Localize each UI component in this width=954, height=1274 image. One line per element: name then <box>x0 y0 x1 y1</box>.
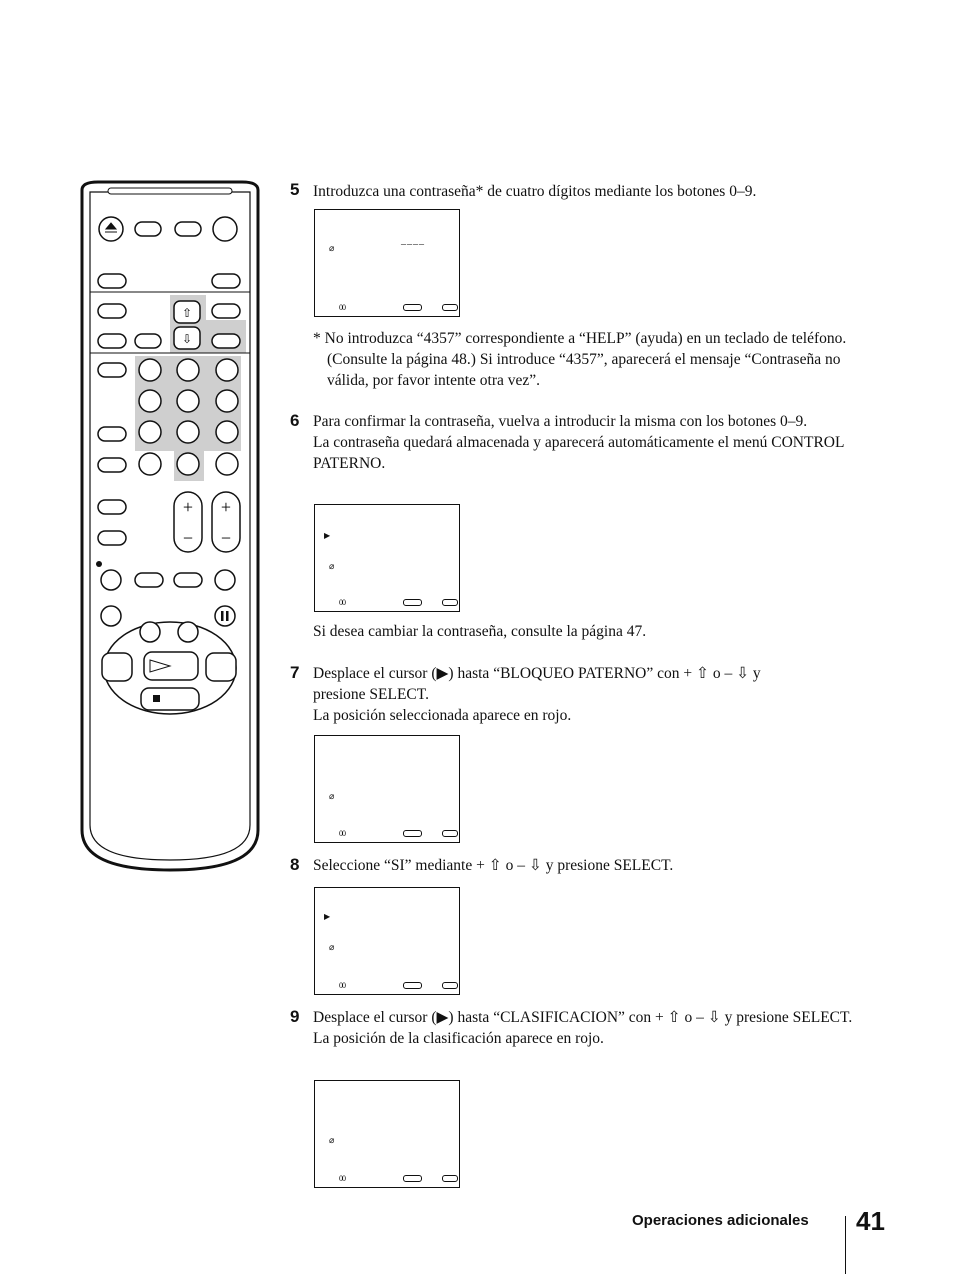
step-7-line-2: La posición seleccionada aparece en rojo. <box>313 707 572 724</box>
screen-symbol: ⌀ <box>329 791 335 801</box>
step-8-number: 8 <box>290 855 300 874</box>
step-9-text <box>313 1007 853 1049</box>
screen-icon: 00 <box>339 598 345 607</box>
screen-cursor: ▶ <box>324 531 331 540</box>
svg-text:⇩: ⇩ <box>181 332 193 346</box>
screen-symbol: ⌀ <box>329 1135 335 1145</box>
step-8-line-1: Seleccione “SI” mediante + ⇧ o – ⇩ y presione SELECT. <box>313 857 674 874</box>
footnote-text: * No introduzca “4357” correspondiente a “HELP” (ayuda) en un teclado de teléfono. (Consulte la página 48.) Si introduce “4357”, aparecerá el mensaje “Contraseña no válida, por favor intente otra vez”. <box>313 330 847 389</box>
change-password-note: Si desea cambiar la contraseña, consulte la página 47. <box>313 623 647 640</box>
step-5-line-1: Introduzca una contraseña* de cuatro dígitos mediante los botones 0–9. <box>313 183 757 200</box>
screen-icon: 00 <box>339 303 345 312</box>
step-7-number: 7 <box>290 663 300 682</box>
tv-screen-4 <box>314 887 460 995</box>
tv-screen-1 <box>314 209 460 317</box>
screen-icon: 00 <box>339 1174 345 1183</box>
step-9-number: 9 <box>290 1007 300 1026</box>
step-6-number: 6 <box>290 411 300 430</box>
tv-screen-5 <box>314 1080 460 1188</box>
step-5-text <box>313 181 853 202</box>
svg-text:+: + <box>182 497 194 517</box>
screen-symbol: ⌀ <box>329 561 335 571</box>
step-9-line-1: Desplace el cursor (▶) hasta “CLASIFICACION” con + ⇧ o – ⇩ y presione SELECT. <box>313 1009 853 1026</box>
svg-text:⇧: ⇧ <box>181 306 193 320</box>
screen-symbol: ⌀ <box>329 942 335 952</box>
step-8-text <box>313 855 853 876</box>
svg-text:−: − <box>182 528 194 548</box>
screen-icon: 00 <box>339 829 345 838</box>
step-6-text <box>313 411 853 474</box>
step-9-line-2: La posición de la clasificación aparece en rojo. <box>313 1030 604 1047</box>
footer-divider <box>845 1216 846 1274</box>
tv-screen-2 <box>314 504 460 612</box>
step-5-number: 5 <box>290 180 300 199</box>
section-title: Operaciones adicionales <box>632 1212 809 1229</box>
screen-cursor: ▶ <box>324 912 331 921</box>
svg-text:+: + <box>220 497 232 517</box>
page-number: 41 <box>856 1206 885 1236</box>
step-7-text <box>313 663 813 726</box>
step-6-line-1: Para confirmar la contraseña, vuelva a introducir la misma con los botones 0–9. <box>313 413 808 430</box>
password-dashes: ____ <box>401 235 425 246</box>
svg-text:−: − <box>220 528 232 548</box>
tv-screen-3 <box>314 735 460 843</box>
screen-symbol: ⌀ <box>329 243 335 253</box>
step-7-line-1: Desplace el cursor (▶) hasta “BLOQUEO PATERNO” con + ⇧ o – ⇩ y presione SELECT. <box>313 665 761 703</box>
step-6-line-2: La contraseña quedará almacenada y aparecerá automáticamente el menú CONTROL PATERNO. <box>313 434 844 472</box>
remote-control-illustration <box>78 180 262 875</box>
screen-icon: 00 <box>339 981 345 990</box>
